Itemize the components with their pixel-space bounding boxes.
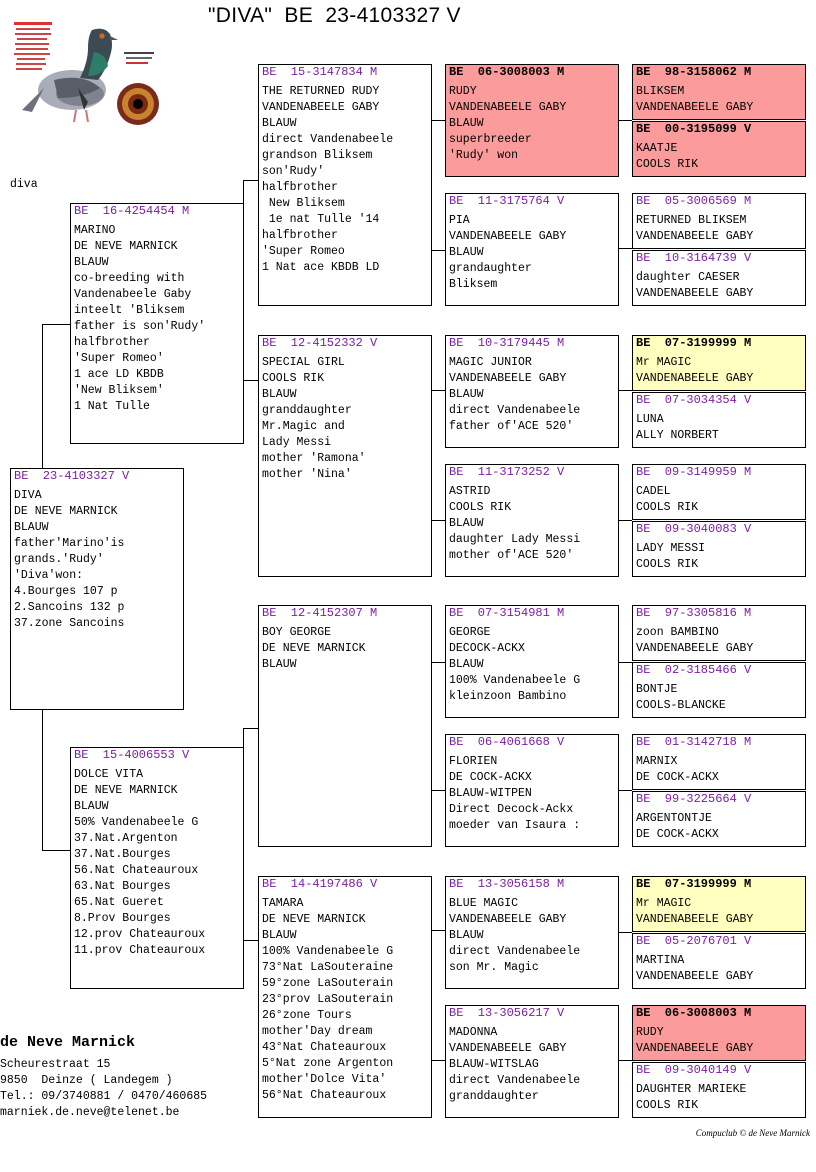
pigeon-detail-line: 8.Prov Bourges xyxy=(74,912,171,925)
pedigree-card-sire xyxy=(70,203,244,444)
pigeon-detail-line: mother'Dolce Vita' xyxy=(262,1073,387,1086)
pigeon-detail-line: 5°Nat zone Argenton xyxy=(262,1057,394,1070)
pigeon-detail-line: BLAUW xyxy=(74,800,109,813)
pedigree-card-sire-dam-sire xyxy=(445,335,619,448)
pigeon-detail-line: 63.Nat Bourges xyxy=(74,880,171,893)
pigeon-detail-line: mother of'ACE 520' xyxy=(449,549,574,562)
pigeon-detail-line: VANDENABEELE GABY xyxy=(636,1042,754,1055)
pigeon-detail-line: BLAUW xyxy=(449,929,484,942)
ring-number: BE 02-3185466 V xyxy=(636,663,752,677)
pigeon-detail-line: mother 'Ramona' xyxy=(262,452,366,465)
ring-number: BE 10-3164739 V xyxy=(636,251,752,265)
connector xyxy=(431,1060,445,1061)
pigeon-detail-line: grands.'Rudy' xyxy=(14,553,104,566)
pigeon-detail-line: MADONNA xyxy=(449,1026,498,1039)
pedigree-card-gen4-16 xyxy=(632,1062,806,1118)
ring-number: BE 05-3006569 M xyxy=(636,194,752,208)
ring-number: BE 98-3158062 M xyxy=(636,65,752,79)
ring-number: BE 06-4061668 V xyxy=(449,735,565,749)
pigeon-detail-line: 'New Bliksem' xyxy=(74,384,164,397)
pigeon-detail-line: 37.Nat.Bourges xyxy=(74,848,171,861)
pigeon-detail-line: MARNIX xyxy=(636,755,678,768)
owner-email-line: marniek.de.neve@telenet.be xyxy=(0,1106,180,1119)
ring-number: BE 00-3195099 V xyxy=(636,122,752,136)
pigeon-detail-line: father is son'Rudy' xyxy=(74,320,206,333)
pigeon-detail-line: DE COCK-ACKX xyxy=(636,771,719,784)
pigeon-detail-line: DAUGHTER MARIEKE xyxy=(636,1083,747,1096)
pigeon-detail-line: ASTRID xyxy=(449,485,491,498)
pigeon-detail-line: Mr MAGIC xyxy=(636,897,692,910)
pedigree-card-gen4-3 xyxy=(632,193,806,249)
pedigree-card-gen4-4 xyxy=(632,250,806,306)
pigeon-detail-line: VANDENABEELE GABY xyxy=(636,230,754,243)
pigeon-detail-line: 100% Vandenabeele G xyxy=(449,674,581,687)
pedigree-card-gen4-13 xyxy=(632,876,806,932)
connector xyxy=(431,662,445,663)
owner-phone-line: Tel.: 09/3740881 / 0470/460685 xyxy=(0,1090,208,1103)
pigeon-detail-line: 56°Nat Chateauroux xyxy=(262,1089,387,1102)
pigeon-detail-line: COOLS RIK xyxy=(262,372,325,385)
pigeon-detail-line: halfbrother xyxy=(74,336,150,349)
pigeon-detail-line: BLAUW xyxy=(449,658,484,671)
connector xyxy=(618,932,632,933)
pigeon-detail-line: New Bliksem xyxy=(262,197,345,210)
connector xyxy=(243,380,258,381)
pigeon-detail-line: son Mr. Magic xyxy=(449,961,539,974)
pigeon-detail-line: 43°Nat Chateauroux xyxy=(262,1041,387,1054)
pigeon-detail-line: COOLS RIK xyxy=(636,158,699,171)
pigeon-detail-line: grandaughter xyxy=(449,262,532,275)
pigeon-detail-line: 73°Nat LaSouteraine xyxy=(262,961,394,974)
ring-number: BE 97-3305816 M xyxy=(636,606,752,620)
pigeon-detail-line: 1 ace LD KBDB xyxy=(74,368,164,381)
owner-address-line: Scheurestraat 15 xyxy=(0,1058,111,1071)
connector xyxy=(243,728,258,729)
connector xyxy=(42,850,70,851)
pigeon-detail-line: 37.zone Sancoins xyxy=(14,617,125,630)
pigeon-detail-line: VANDENABEELE GABY xyxy=(449,230,567,243)
pigeon-detail-line: FLORIEN xyxy=(449,755,498,768)
pigeon-detail-line: VANDENABEELE GABY xyxy=(636,970,754,983)
pigeon-detail-line: VANDENABEELE GABY xyxy=(636,913,754,926)
pigeon-detail-line: kleinzoon Bambino xyxy=(449,690,567,703)
pigeon-detail-line: PIA xyxy=(449,214,470,227)
pigeon-detail-line: Direct Decock-Ackx xyxy=(449,803,574,816)
pigeon-detail-line: DIVA xyxy=(14,489,42,502)
pedigree-card-gen4-6 xyxy=(632,392,806,448)
pigeon-detail-line: SPECIAL GIRL xyxy=(262,356,345,369)
pigeon-detail-line: CADEL xyxy=(636,485,671,498)
pigeon-detail-line: BLAUW xyxy=(14,521,49,534)
ring-number: BE 16-4254454 M xyxy=(74,204,190,218)
pigeon-detail-line: THE RETURNED RUDY xyxy=(262,85,380,98)
page-title: "DIVA" BE 23-4103327 V xyxy=(208,4,461,27)
pigeon-detail-line: BLAUW xyxy=(449,117,484,130)
pedigree-card-gen4-15 xyxy=(632,1005,806,1061)
pigeon-detail-line: 56.Nat Chateauroux xyxy=(74,864,199,877)
pigeon-detail-line: moeder van Isaura : xyxy=(449,819,581,832)
pigeon-detail-line: KAATJE xyxy=(636,142,678,155)
pigeon-detail-line: zoon BAMBINO xyxy=(636,626,719,639)
pigeon-detail-line: MAGIC JUNIOR xyxy=(449,356,532,369)
pedigree-card-gen4-9 xyxy=(632,605,806,661)
pigeon-detail-line: 11.prov Chateauroux xyxy=(74,944,206,957)
pigeon-detail-line: 1e nat Tulle '14 xyxy=(262,213,380,226)
pigeon-detail-line: COOLS RIK xyxy=(636,501,699,514)
pigeon-detail-line: VANDENABEELE GABY xyxy=(449,913,567,926)
ring-number: BE 09-3040083 V xyxy=(636,522,752,536)
pedigree-card-gen4-8 xyxy=(632,521,806,577)
pigeon-detail-line: daughter Lady Messi xyxy=(449,533,581,546)
pigeon-detail-line: COOLS RIK xyxy=(636,1099,699,1112)
ring-number: BE 05-2076701 V xyxy=(636,934,752,948)
pigeon-detail-line: 'Rudy' won xyxy=(449,149,519,162)
pedigree-card-sire-sire-dam xyxy=(445,193,619,306)
pigeon-detail-line: grandson Bliksem xyxy=(262,149,373,162)
pedigree-card-dam-sire-dam xyxy=(445,734,619,847)
pigeon-detail-line: LUNA xyxy=(636,413,664,426)
connector xyxy=(431,250,445,251)
ring-number: BE 99-3225664 V xyxy=(636,792,752,806)
loft-label: diva xyxy=(10,178,38,191)
connector xyxy=(618,120,632,121)
footer-credit: Compuclub © de Neve Marnick xyxy=(695,1128,810,1138)
pedigree-card-dam-dam xyxy=(258,876,432,1118)
pigeon-detail-line: VANDENABEELE GABY xyxy=(636,287,754,300)
ring-number: BE 06-3008003 M xyxy=(449,65,565,79)
ring-number: BE 11-3173252 V xyxy=(449,465,565,479)
connector xyxy=(431,520,445,521)
pigeon-detail-line: Mr.Magic and xyxy=(262,420,345,433)
pigeon-detail-line: 2.Sancoins 132 p xyxy=(14,601,125,614)
pedigree-card-subject xyxy=(10,468,184,710)
pedigree-card-gen4-5 xyxy=(632,335,806,391)
pigeon-detail-line: DE NEVE MARNICK xyxy=(74,784,178,797)
pigeon-detail-line: 65.Nat Gueret xyxy=(74,896,164,909)
pigeon-detail-line: 50% Vandenabeele G xyxy=(74,816,199,829)
ring-number: BE 09-3040149 V xyxy=(636,1063,752,1077)
ring-number: BE 12-4152332 V xyxy=(262,336,378,350)
pigeon-detail-line: ALLY NORBERT xyxy=(636,429,719,442)
logo-text-block xyxy=(14,22,52,70)
pigeon-detail-line: granddaughter xyxy=(449,1090,539,1103)
pedigree-card-dam-sire xyxy=(258,605,432,847)
ring-number: BE 12-4152307 M xyxy=(262,606,378,620)
pigeon-detail-line: RETURNED BLIKSEM xyxy=(636,214,747,227)
owner-block xyxy=(0,1034,207,1121)
pigeon-detail-line: BLAUW xyxy=(262,117,297,130)
ring-number: BE 07-3199999 M xyxy=(636,336,752,350)
pigeon-detail-line: ARGENTONTJE xyxy=(636,812,712,825)
connector xyxy=(431,390,445,391)
connector xyxy=(618,662,632,663)
pedigree-card-sire-sire xyxy=(258,64,432,306)
pigeon-detail-line: DE COCK-ACKX xyxy=(449,771,532,784)
pigeon-detail-line: VANDENABEELE GABY xyxy=(449,372,567,385)
pigeon-detail-line: halfbrother xyxy=(262,181,338,194)
pigeon-detail-line: direct Vandenabeele xyxy=(262,133,394,146)
pigeon-detail-line: 4.Bourges 107 p xyxy=(14,585,118,598)
pigeon-detail-line: BLAUW xyxy=(262,388,297,401)
ring-number: BE 14-4197486 V xyxy=(262,877,378,891)
pigeon-detail-line: direct Vandenabeele xyxy=(449,945,581,958)
pigeon-detail-line: RUDY xyxy=(636,1026,664,1039)
pigeon-detail-line: 23°prov LaSouterain xyxy=(262,993,394,1006)
ring-number: BE 15-4006553 V xyxy=(74,748,190,762)
connector xyxy=(431,790,445,791)
pedigree-card-gen4-1 xyxy=(632,64,806,120)
pigeon-detail-line: 12.prov Chateauroux xyxy=(74,928,206,941)
pedigree-card-sire-sire-sire xyxy=(445,64,619,177)
owner-city-line: 9850 Deinze ( Landegem ) xyxy=(0,1074,173,1087)
pigeon-detail-line: 37.Nat.Argenton xyxy=(74,832,178,845)
ring-number: BE 07-3199999 M xyxy=(636,877,752,891)
connector xyxy=(618,248,632,249)
pigeon-detail-line: direct Vandenabeele xyxy=(449,1074,581,1087)
pigeon-detail-line: VANDENABEELE GABY xyxy=(636,101,754,114)
pigeon-detail-line: BLUE MAGIC xyxy=(449,897,519,910)
pigeon-detail-line: 'Super Romeo' xyxy=(74,352,164,365)
pigeon-detail-line: VANDENABEELE GABY xyxy=(262,101,380,114)
pigeon-detail-line: DE NEVE MARNICK xyxy=(74,240,178,253)
connector xyxy=(618,1060,632,1061)
pigeon-detail-line: superbreeder xyxy=(449,133,532,146)
connector xyxy=(243,940,258,941)
ring-number: BE 13-3056217 V xyxy=(449,1006,565,1020)
ring-number: BE 06-3008003 M xyxy=(636,1006,752,1020)
pedigree-card-sire-dam-dam xyxy=(445,464,619,577)
pedigree-card-gen4-14 xyxy=(632,933,806,989)
ring-number: BE 23-4103327 V xyxy=(14,469,130,483)
ring-number: BE 13-3056158 M xyxy=(449,877,565,891)
pigeon-detail-line: DOLCE VITA xyxy=(74,768,144,781)
pigeon-detail-line: COOLS-BLANCKE xyxy=(636,699,726,712)
pigeon-logo xyxy=(14,18,162,130)
pigeon-detail-line: daughter CAESER xyxy=(636,271,740,284)
connector xyxy=(42,709,43,850)
pigeon-detail-line: 26°zone Tours xyxy=(262,1009,352,1022)
pigeon-detail-line: RUDY xyxy=(449,85,477,98)
pigeon-detail-line: Vandenabeele Gaby xyxy=(74,288,192,301)
ring-number: BE 15-3147834 M xyxy=(262,65,378,79)
pigeon-detail-line: MARINO xyxy=(74,224,116,237)
pedigree-card-gen4-2 xyxy=(632,121,806,177)
connector xyxy=(618,790,632,791)
ring-number: BE 11-3175764 V xyxy=(449,194,565,208)
pigeon-detail-line: TAMARA xyxy=(262,897,304,910)
pigeon-detail-line: 59°zone LaSouterain xyxy=(262,977,394,990)
ring-number: BE 07-3154981 M xyxy=(449,606,565,620)
pigeon-detail-line: DECOCK-ACKX xyxy=(449,642,525,655)
pigeon-detail-line: BLAUW xyxy=(74,256,109,269)
pigeon-detail-line: COOLS RIK xyxy=(449,501,512,514)
pedigree-card-gen4-10 xyxy=(632,662,806,718)
ring-number: BE 01-3142718 M xyxy=(636,735,752,749)
connector xyxy=(243,180,258,181)
pigeon-detail-line: son'Rudy' xyxy=(262,165,325,178)
ring-number: BE 07-3034354 V xyxy=(636,393,752,407)
pedigree-card-dam-dam-sire xyxy=(445,876,619,989)
pigeon-detail-line: Bliksem xyxy=(449,278,498,291)
pigeon-detail-line: BLAUW xyxy=(449,517,484,530)
pigeon-detail-line: BOY GEORGE xyxy=(262,626,332,639)
pigeon-detail-line: DE COCK-ACKX xyxy=(636,828,719,841)
pigeon-detail-line: BONTJE xyxy=(636,683,678,696)
connector xyxy=(42,324,70,325)
pigeon-detail-line: 100% Vandenabeele G xyxy=(262,945,394,958)
pigeon-detail-line: LADY MESSI xyxy=(636,542,706,555)
pigeon-detail-line: 'Super Romeo xyxy=(262,245,345,258)
pigeon-detail-line: BLIKSEM xyxy=(636,85,685,98)
connector xyxy=(431,120,445,121)
connector xyxy=(431,930,445,931)
pigeon-detail-line: VANDENABEELE GABY xyxy=(449,101,567,114)
pigeon-detail-line: mother 'Nina' xyxy=(262,468,352,481)
pedigree-card-dam xyxy=(70,747,244,989)
pigeon-detail-line: father of'ACE 520' xyxy=(449,420,574,433)
pigeon-detail-line: BLAUW xyxy=(449,246,484,259)
pigeon-detail-line: COOLS RIK xyxy=(636,558,699,571)
pigeon-detail-line: mother'Day dream xyxy=(262,1025,373,1038)
pedigree-card-dam-dam-dam xyxy=(445,1005,619,1118)
pigeon-detail-line: 'Diva'won: xyxy=(14,569,84,582)
pedigree-card-gen4-7 xyxy=(632,464,806,520)
pigeon-detail-line: inteelt 'Bliksem xyxy=(74,304,185,317)
owner-name: de Neve Marnick xyxy=(0,1034,136,1051)
pigeon-detail-line: BLAUW-WITSLAG xyxy=(449,1058,539,1071)
pigeon-detail-line: BLAUW-WITPEN xyxy=(449,787,532,800)
pigeon-detail-line: DE NEVE MARNICK xyxy=(14,505,118,518)
pigeon-detail-line: co-breeding with xyxy=(74,272,185,285)
pigeon-detail-line: GEORGE xyxy=(449,626,491,639)
connector xyxy=(618,390,632,391)
pigeon-detail-line: father'Marino'is xyxy=(14,537,125,550)
pigeon-detail-line: MARTINA xyxy=(636,954,685,967)
pedigree-card-gen4-12 xyxy=(632,791,806,847)
pigeon-detail-line: Mr MAGIC xyxy=(636,356,692,369)
pigeon-detail-line: direct Vandenabeele xyxy=(449,404,581,417)
pigeon-detail-line: VANDENABEELE GABY xyxy=(636,372,754,385)
pigeon-detail-line: VANDENABEELE GABY xyxy=(636,642,754,655)
pigeon-detail-line: granddaughter xyxy=(262,404,352,417)
pigeon-detail-line: VANDENABEELE GABY xyxy=(449,1042,567,1055)
pigeon-detail-line: 1 Nat ace KBDB LD xyxy=(262,261,380,274)
pedigree-card-dam-sire-sire xyxy=(445,605,619,718)
pigeon-detail-line: halfbrother xyxy=(262,229,338,242)
pedigree-card-gen4-11 xyxy=(632,734,806,790)
ring-number: BE 09-3149959 M xyxy=(636,465,752,479)
pigeon-detail-line: BLAUW xyxy=(262,658,297,671)
pigeon-detail-line: BLAUW xyxy=(449,388,484,401)
pedigree-card-sire-dam xyxy=(258,335,432,577)
connector xyxy=(618,520,632,521)
ring-number: BE 10-3179445 M xyxy=(449,336,565,350)
pigeon-detail-line: DE NEVE MARNICK xyxy=(262,913,366,926)
connector xyxy=(42,324,43,468)
pigeon-detail-line: BLAUW xyxy=(262,929,297,942)
pigeon-detail-line: DE NEVE MARNICK xyxy=(262,642,366,655)
pigeon-detail-line: 1 Nat Tulle xyxy=(74,400,150,413)
pigeon-detail-line: Lady Messi xyxy=(262,436,332,449)
